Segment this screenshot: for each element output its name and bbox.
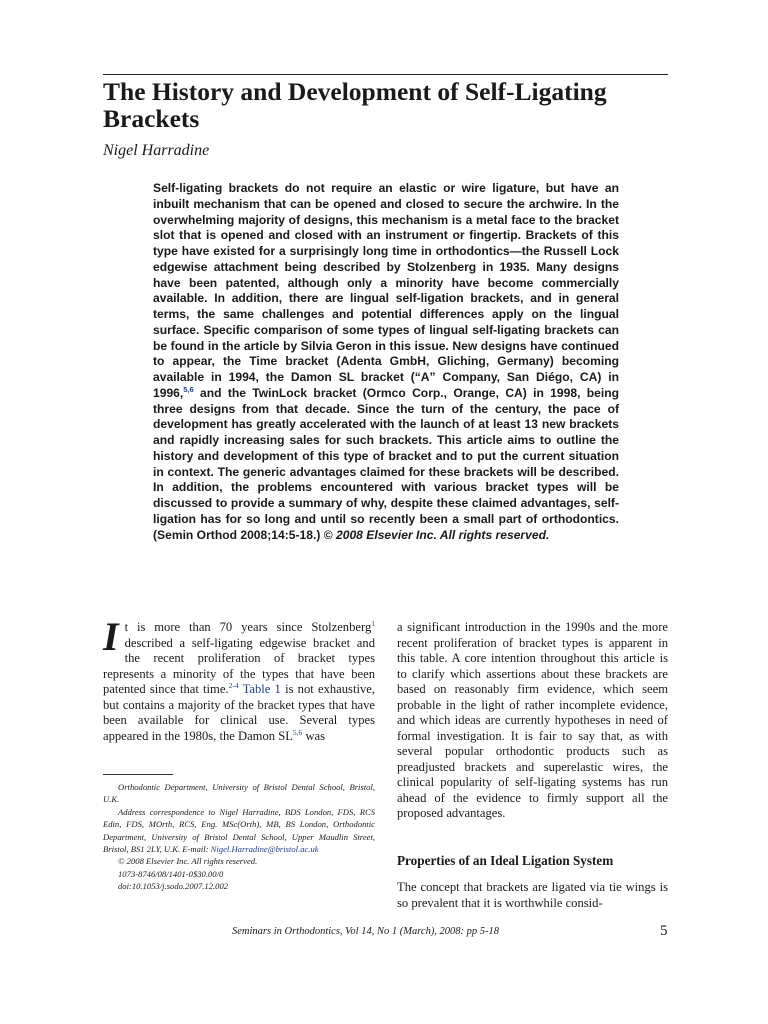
article-author: Nigel Harradine [103, 142, 210, 159]
article-title: The History and Development of Self-Ligating Brackets [103, 77, 607, 133]
footnote-affiliation: Orthodontic Department, University of Bristol Dental School, Bristol, U.K. [103, 782, 375, 805]
footnote-correspondence [103, 806, 375, 856]
footnote-issn: 1073-8746/08/1401-0$30.00/0 [118, 868, 224, 879]
page-number: 5 [660, 923, 668, 939]
abstract-text-part1: Self-ligating brackets do not require an elastic or wire ligature, but have an inbuilt mechanism that can be opened and closed to secure the archwire. In the overwhelming majority of designs, this mechanism is a metal face to the bracket slot that is opened and closed with an instrument or fingertip. Brackets of this type have existed for a surprisingly long time in orthodontics—the Russell Lock edgewise attachment being described by Stolzenberg in 1935. Many designs have been patented, although only a minority have become commercially available. In addition, there are lingual self-ligation brackets, and in general terms, the same challenges and potential differences apply on the lingual surface. Specific comparison of some types of lingual self-ligating brackets can be found in the article by Silvia Geron in this issue. New designs have continued to appear, the Time bracket (Adenta GmbH, Gliching, Germany) becoming available in 1994, the Damon SL bracket (“A” Company, San Diégo, CA) in 1996, [153, 181, 619, 400]
abstract [153, 181, 619, 543]
footnote-correspondence-text: Address correspondence to Nigel Harradine, BDS London, FDS, RCS Edin, FDS, MOrth, RCS, Eng. MSc(Orth), MB, BS London, Orthodontic Department, University of Bristol Dental School, Upper Maudlin Street, Bristol, BS1 2LY, U.K. E-mail: [103, 806, 375, 855]
abstract-copyright: 2008 Elsevier Inc. All rights reserved. [336, 527, 550, 542]
body-column-left [103, 614, 375, 744]
body-text-2: described a self-ligating edgewise bracket and the recent proliferation of bracket types represents a minority of the types that have been patented since that time. [103, 635, 375, 696]
reference-1[interactable]: 1 [371, 618, 375, 628]
journal-footer: Seminars in Orthodontics, Vol 14, No 1 (March), 2008: pp 5-18 [232, 926, 500, 937]
reference-5-6[interactable]: 5,6 [292, 727, 303, 737]
abstract-text-part2: and the TwinLock bracket (Ormco Corp., Orange, CA) in 1998, being three designs from that decade. Since the turn of the century, the pace of development has greatly accelerated with the launch of at least 13 new brackets and rapidly increasing sales for such brackets. This article aims to outline the history and development of this type of bracket and to put the current situation in context. The generic advantages claimed for these brackets will be described. In addition, the problems encountered with various bracket types will be discussed to provide a summary of why, despite these claimed advantages, self-ligation has for so long and until so recently been a small part of orthodontics. [153, 385, 619, 526]
footnote-doi: doi:10.1053/j.sodo.2007.12.002 [118, 881, 229, 892]
reference-2-4[interactable]: 2-4 [228, 680, 239, 690]
footnote-copyright: © 2008 Elsevier Inc. All rights reserved. [118, 856, 258, 867]
body-text-4: was [302, 728, 326, 743]
body-column-right: a significant introduction in the 1990s and the more recent proliferation of bracket types is apparent in this table. A core intention throughout this article is to clarify which assertions about these brackets are based on reasonably firm evidence, which seem probable in the light of rather incomplete evidence, and which ideas are currently hypotheses in need of formal investigation. It is fair to say that, as with several popular orthodontic products such as preadjusted brackets and superelastic wires, the clinical popularity of self-ligating systems has run ahead of the evidence to firmly support all the proposed advantages. [397, 620, 668, 820]
footnote-rule [103, 774, 173, 775]
body-text-1: t is more than 70 years since Stolzenberg [124, 620, 372, 634]
abstract-citation: (Semin Orthod 2008;14:5-18.) © [153, 527, 333, 542]
body-text-3: is not exhaustive, but contains a majority of the bracket types that have been available for clinical use. Several types appeared in the 1980s, the Damon SL [103, 682, 375, 743]
footnotes [103, 781, 375, 893]
abstract-reference[interactable]: 5,6 [183, 384, 194, 394]
section-heading: Properties of an Ideal Ligation System [397, 853, 614, 868]
author-email-link[interactable]: Nigel.Harradine@bristol.ac.uk [210, 844, 319, 855]
top-rule [103, 74, 668, 75]
table-1-link[interactable]: Table 1 [242, 682, 281, 696]
body-column-right-section: The concept that brackets are ligated via tie wings is so prevalent that it is worthwhile consid- [397, 880, 668, 910]
drop-cap: I [103, 614, 119, 659]
